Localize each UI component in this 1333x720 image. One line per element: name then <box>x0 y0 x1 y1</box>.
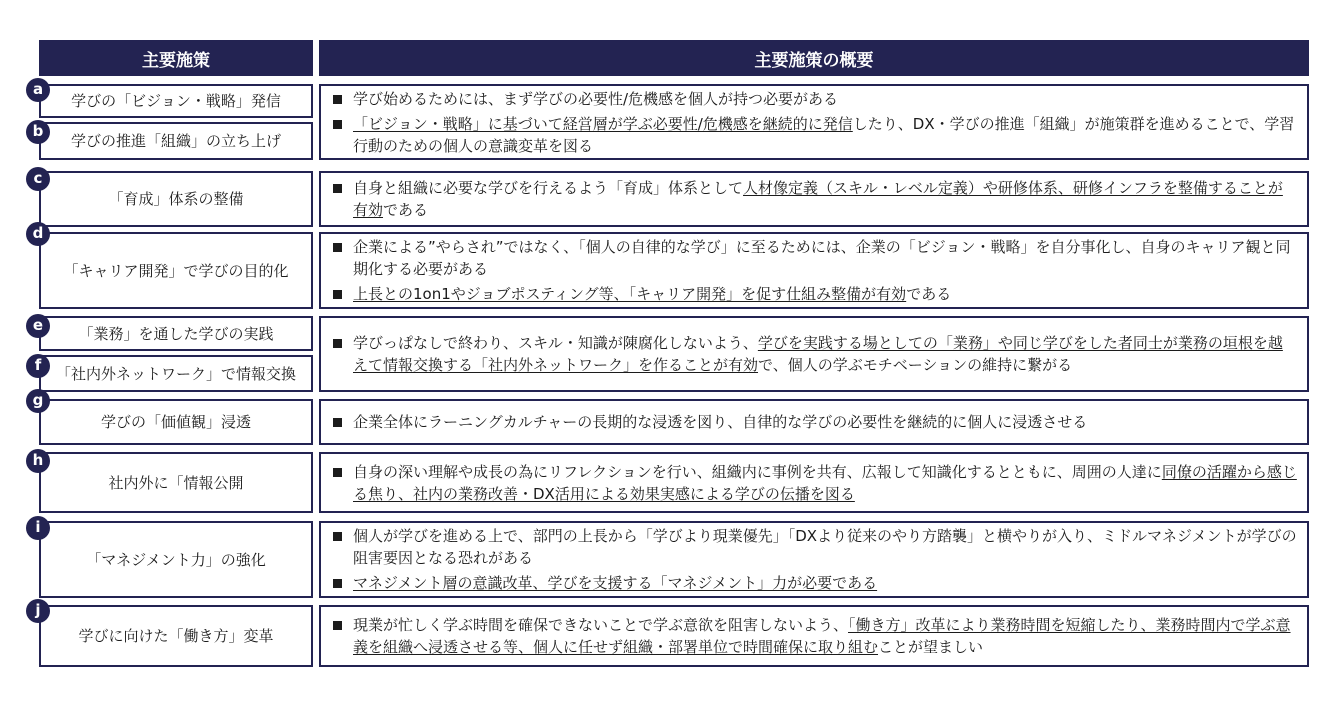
bullet-text <box>353 177 1297 221</box>
bullet-item <box>333 461 1297 505</box>
overview-ef <box>319 316 1309 392</box>
square-bullet-icon <box>333 579 342 588</box>
square-bullet-icon <box>333 120 342 129</box>
overview-g <box>319 399 1309 445</box>
plain-text: 自身と組織に必要な学びを行えるよう「育成」体系として <box>353 179 744 197</box>
bullet-text: 企業による”やらされ”ではなく、「個人の自律的な学び」に至るためには、企業の「ビジョン・戦略」を自分事化し、自身のキャリア観と同期化する必要がある <box>353 238 1291 278</box>
bullet-item <box>333 572 1297 594</box>
plain-text: 学びっぱなしで終わり、スキル・知識が陳腐化しないよう、 <box>353 334 758 352</box>
bullet-item <box>333 88 1297 110</box>
measure-a <box>39 84 313 118</box>
square-bullet-icon <box>333 468 342 477</box>
measure-f <box>39 355 313 392</box>
plain-text: 現業が忙しく学ぶ時間を確保できないことで学ぶ意欲を阻害しないよう、 <box>353 616 849 634</box>
badge-h: h <box>26 449 50 473</box>
header-main-measures: 主要施策 <box>39 40 313 76</box>
underlined-text: 同僚の活躍から感じる焦り、社内の業務改善・DX活用による効果実感による学びの伝播を図る <box>353 462 1297 503</box>
badge-j: j <box>26 599 50 623</box>
bullet-text <box>353 461 1297 505</box>
bullet-text <box>353 283 1297 305</box>
badge-a: a <box>26 78 50 102</box>
measure-e <box>39 316 313 351</box>
bullet-text: 個人が学びを進める上で、部門の上長から「学びより現業優先」「DXより従来のやり方踏襲」と横やりが入り、ミドルマネジメントが学びの阻害要因となる恐れがある <box>353 527 1297 567</box>
badge-f: f <box>26 354 50 378</box>
square-bullet-icon <box>333 243 342 252</box>
measure-g <box>39 399 313 445</box>
measure-c <box>39 171 313 227</box>
measure-label: 「キャリア開発」で学びの目的化 <box>63 261 289 280</box>
plain-text: である <box>906 285 952 303</box>
badge-e: e <box>26 314 50 338</box>
overview-c <box>319 171 1309 227</box>
measure-label: 社内外に「情報公開 <box>108 473 244 492</box>
bullet-item <box>333 177 1297 221</box>
measure-label: 「育成」体系の整備 <box>108 190 244 208</box>
square-bullet-icon <box>333 621 342 630</box>
square-bullet-icon <box>333 290 342 299</box>
bullet-item <box>333 614 1297 658</box>
square-bullet-icon <box>333 184 342 193</box>
measure-j <box>39 605 313 667</box>
bullet-item <box>333 525 1297 569</box>
measure-label: 「社内外ネットワーク」で情報交換 <box>55 364 296 383</box>
overview-ab <box>319 84 1309 160</box>
overview-h <box>319 452 1309 513</box>
plain-text: したり、DX・学びの推進「組織」が施策群を進めることで、学習行動のための個人の意識変革を図る <box>353 114 1295 155</box>
measure-h <box>39 452 313 513</box>
bullet-item <box>333 283 1297 305</box>
square-bullet-icon <box>333 532 342 541</box>
underlined-text: 人材像定義（スキル・レベル定義）や研修体系、研修インフラを整備することが有効 <box>353 179 1283 219</box>
overview-i <box>319 521 1309 598</box>
measure-label: 学びに向けた「働き方」変革 <box>78 627 274 645</box>
measure-d <box>39 232 313 309</box>
badge-d: d <box>26 222 50 246</box>
underlined-text: 学びを実践する場としての「業務」や同じ学びをした者同士が業務の垣根を越えて情報交換する「社内外ネットワーク」を作ることが有効 <box>353 334 1283 374</box>
underlined-text: マネジメント層の意識改革、学びを支援する「マネジメント」力が必要である <box>353 574 878 592</box>
square-bullet-icon <box>333 418 342 427</box>
bullet-item <box>333 332 1297 376</box>
underlined-text: 「働き方」改革により業務時間を短縮したり、業務時間内で学ぶ意義を組織へ浸透させる等、個人に任せず組織・部署単位で時間確保に取り組む <box>353 616 1291 656</box>
square-bullet-icon <box>333 95 342 104</box>
measure-label: 「業務」を通した学びの実践 <box>78 324 274 343</box>
underlined-text: 「ビジョン・戦略」に基づいて経営層が学ぶ必要性/危機感を継続的に発信 <box>353 114 853 133</box>
measure-b <box>39 122 313 160</box>
bullet-text <box>353 614 1297 658</box>
plain-text: 自身の深い理解や成長の為にリフレクションを行い、組織内に事例を共有、広報して知識化するとともに、周囲の人達に <box>353 462 1162 481</box>
badge-c: c <box>26 167 50 191</box>
overview-j <box>319 605 1309 667</box>
overview-d <box>319 232 1309 309</box>
badge-i: i <box>26 516 50 540</box>
plain-text: で、個人の学ぶモチベーションの維持に繋がる <box>758 356 1073 374</box>
measure-label: 「マネジメント力」の強化 <box>86 550 266 569</box>
square-bullet-icon <box>333 339 342 348</box>
plain-text: ことが望ましい <box>878 638 984 656</box>
header-measures-overview: 主要施策の概要 <box>319 40 1309 76</box>
bullet-text: 学び始めるためには、まず学びの必要性/危機感を個人が持つ必要がある <box>353 89 839 108</box>
bullet-item <box>333 113 1297 157</box>
measure-i <box>39 521 313 598</box>
bullet-text <box>353 113 1297 157</box>
bullet-text <box>353 332 1297 376</box>
plain-text: である <box>383 201 429 219</box>
badge-g: g <box>26 389 50 413</box>
underlined-text: 上長との1on1やジョブポスティング等、「キャリア開発」を促す仕組み整備が有効 <box>353 285 907 303</box>
measure-label: 学びの「価値観」浸透 <box>100 413 251 431</box>
bullet-item <box>333 236 1297 280</box>
bullet-text: 企業全体にラーニングカルチャーの長期的な浸透を図り、自律的な学びの必要性を継続的に個人に浸透させる <box>353 413 1088 431</box>
measure-label: 学びの「ビジョン・戦略」発信 <box>71 92 281 110</box>
bullet-text <box>353 572 1297 594</box>
badge-b: b <box>26 120 50 144</box>
bullet-item <box>333 411 1297 433</box>
measure-label: 学びの推進「組織」の立ち上げ <box>70 132 281 150</box>
